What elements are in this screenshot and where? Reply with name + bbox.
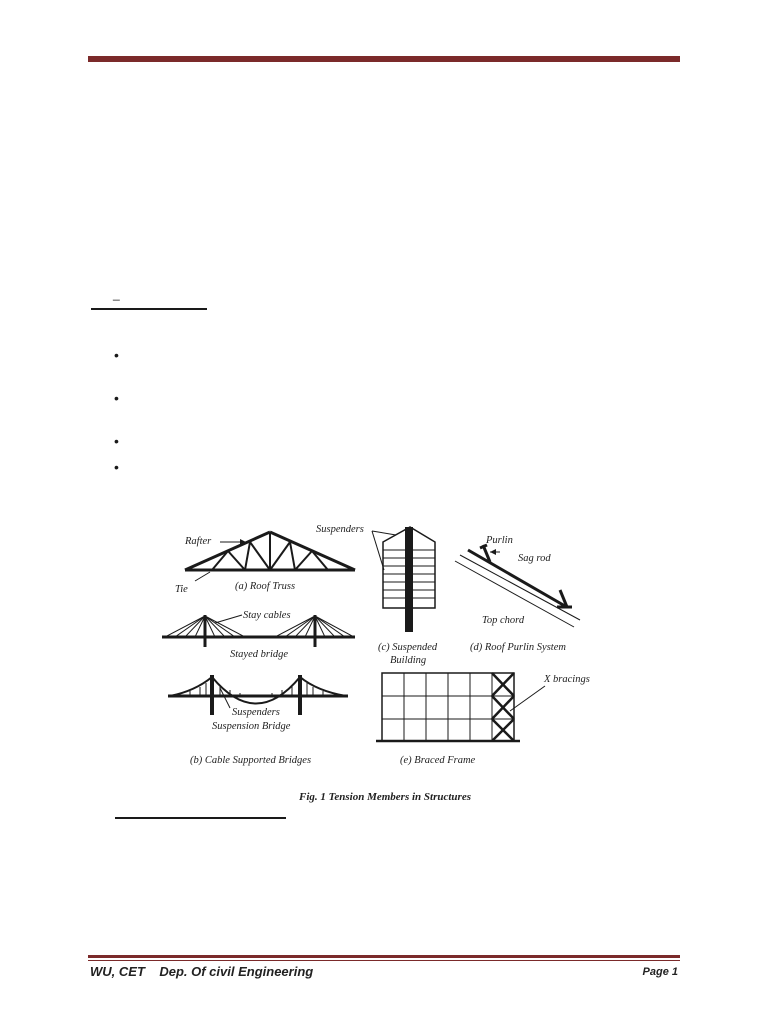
label-roof-purlin-system: (d) Roof Purlin System — [470, 642, 566, 653]
bullet-marker: • — [114, 433, 119, 449]
footer-institution: WU, CET — [90, 964, 145, 979]
footer-left — [90, 964, 313, 979]
bullet-marker: • — [114, 390, 119, 406]
footer-rule — [88, 955, 680, 958]
footer-page-number: Page 1 — [642, 966, 678, 978]
label-sag-rod: Sag rod — [518, 553, 551, 564]
figure-caption: Fig. 1 Tension Members in Structures — [299, 791, 471, 803]
label-x-bracings: X bracings — [544, 674, 590, 685]
label-tie: Tie — [175, 584, 188, 595]
label-stay-cables: Stay cables — [243, 610, 291, 621]
label-suspended-building-line1: (c) Suspended — [378, 642, 438, 653]
label-cable-supported-bridges: (b) Cable Supported Bridges — [190, 755, 312, 766]
label-stayed-bridge: Stayed bridge — [230, 649, 289, 660]
suspended-building-diagram — [372, 527, 435, 632]
figure-drawing — [150, 515, 610, 775]
label-suspension-bridge: Suspension Bridge — [212, 721, 291, 732]
label-top-chord: Top chord — [482, 615, 525, 626]
bullet-marker: • — [114, 347, 119, 363]
footer-rule-thin — [88, 960, 680, 961]
section-heading-underline — [91, 308, 207, 310]
tension-members-figure — [150, 515, 610, 775]
section-heading-underline — [115, 817, 286, 819]
label-purlin: Purlin — [486, 535, 513, 546]
bullet-marker: • — [114, 459, 119, 475]
label-suspenders-bridge: Suspenders — [232, 707, 280, 718]
header-rule — [88, 56, 680, 62]
section-heading-dash: _ — [113, 287, 120, 301]
label-braced-frame: (e) Braced Frame — [400, 755, 476, 766]
label-suspended-building-line2: Building — [390, 655, 427, 666]
label-roof-truss: (a) Roof Truss — [235, 581, 296, 592]
footer-department: Dep. Of civil Engineering — [159, 964, 314, 979]
label-rafter: Rafter — [185, 536, 212, 547]
braced-frame-diagram — [376, 673, 545, 741]
label-suspenders-building: Suspenders — [316, 524, 364, 535]
